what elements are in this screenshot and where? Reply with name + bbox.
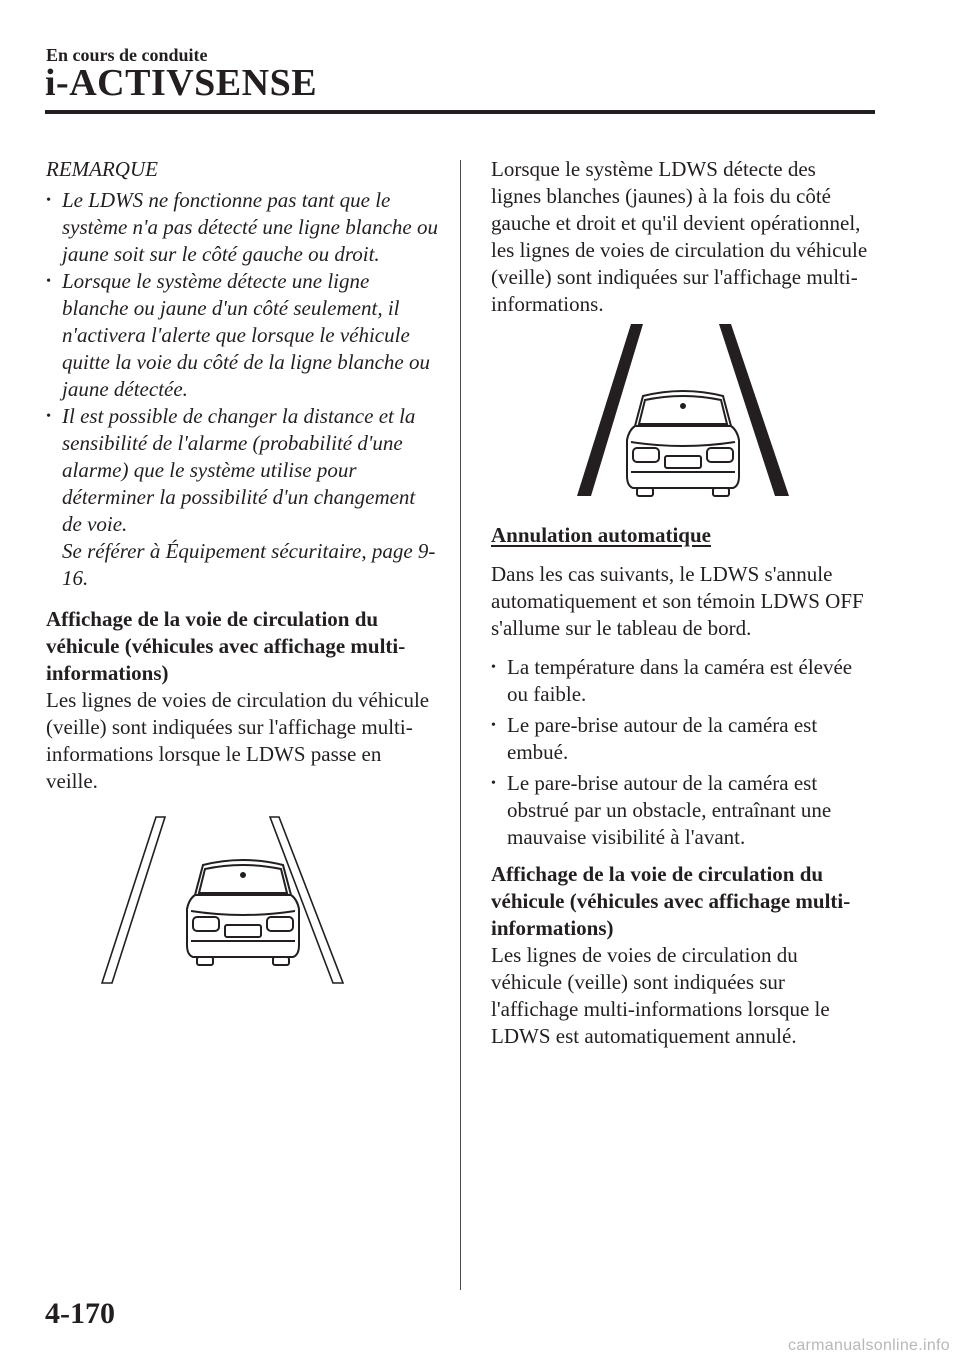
lane-standby-illustration [46, 803, 438, 993]
note-reference: Se référer à Équipement sécuritaire, page 9-16. [62, 539, 436, 590]
page-title: i-ACTIVSENSE [45, 62, 318, 104]
display-body: Les lignes de voies de circulation du véhicule (veille) sont indiquées sur l'affichage multi-informations lorsque le LDWS est automatiquement annulé. [491, 943, 830, 1048]
watermark: carmanualsonline.info [788, 1337, 950, 1354]
left-column [46, 156, 438, 993]
note-list [46, 187, 438, 592]
car-rear-icon [102, 817, 343, 983]
cancel-body: Dans les cas suivants, le LDWS s'annule automatiquement et son témoin LDWS OFF s'allume sur le tableau de bord. [491, 562, 864, 640]
cancel-heading: Annulation automatique [491, 523, 711, 547]
cancel-list [491, 654, 871, 851]
note-title: REMARQUE [46, 157, 158, 181]
note-item: • Il est possible de changer la distance et la sensibilité de l'alarme (probabilité d'une alarme) que le système utilise pour déterminer la possibilité d'un changement de voie. Se référer à Équipement sécuritaire, page 9-16. [46, 403, 438, 592]
cancel-item: • Le pare-brise autour de la caméra est embué. [491, 712, 871, 766]
lane-active-illustration [491, 324, 871, 504]
intro-text: Lorsque le système LDWS détecte des lignes blanches (jaunes) à la fois du côté gauche et droit et qu'il devient opérationnel, les lignes de voies de circulation du véhicule (veille) sont indiquées sur l'affichage multi-informations. [491, 157, 868, 316]
page-number: 4-170 [45, 1297, 115, 1330]
car-rear-icon [577, 324, 789, 496]
display-heading: Affichage de la voie de circulation du véhicule (véhicules avec affichage multi-informations) [46, 607, 406, 685]
header-rule [45, 110, 875, 114]
note-item: • Lorsque le système détecte une ligne blanche ou jaune d'un côté seulement, il n'activera l'alerte que lorsque le véhicule quitte la voie du côté de la ligne blanche ou jaune détectée. [46, 268, 438, 403]
note-item: • Le LDWS ne fonctionne pas tant que le système n'a pas détecté une ligne blanche ou jaune soit sur le côté gauche ou droit. [46, 187, 438, 268]
cancel-item: • La température dans la caméra est élevée ou faible. [491, 654, 871, 708]
cancel-item: • Le pare-brise autour de la caméra est obstrué par un obstacle, entraînant une mauvaise visibilité à l'avant. [491, 770, 871, 851]
column-divider [460, 160, 461, 1290]
section-label: En cours de conduite [46, 45, 208, 65]
display-heading: Affichage de la voie de circulation du véhicule (véhicules avec affichage multi-informations) [491, 862, 851, 940]
right-column [491, 156, 871, 1050]
display-body: Les lignes de voies de circulation du véhicule (veille) sont indiquées sur l'affichage multi-informations lorsque le LDWS passe en veille. [46, 688, 430, 793]
